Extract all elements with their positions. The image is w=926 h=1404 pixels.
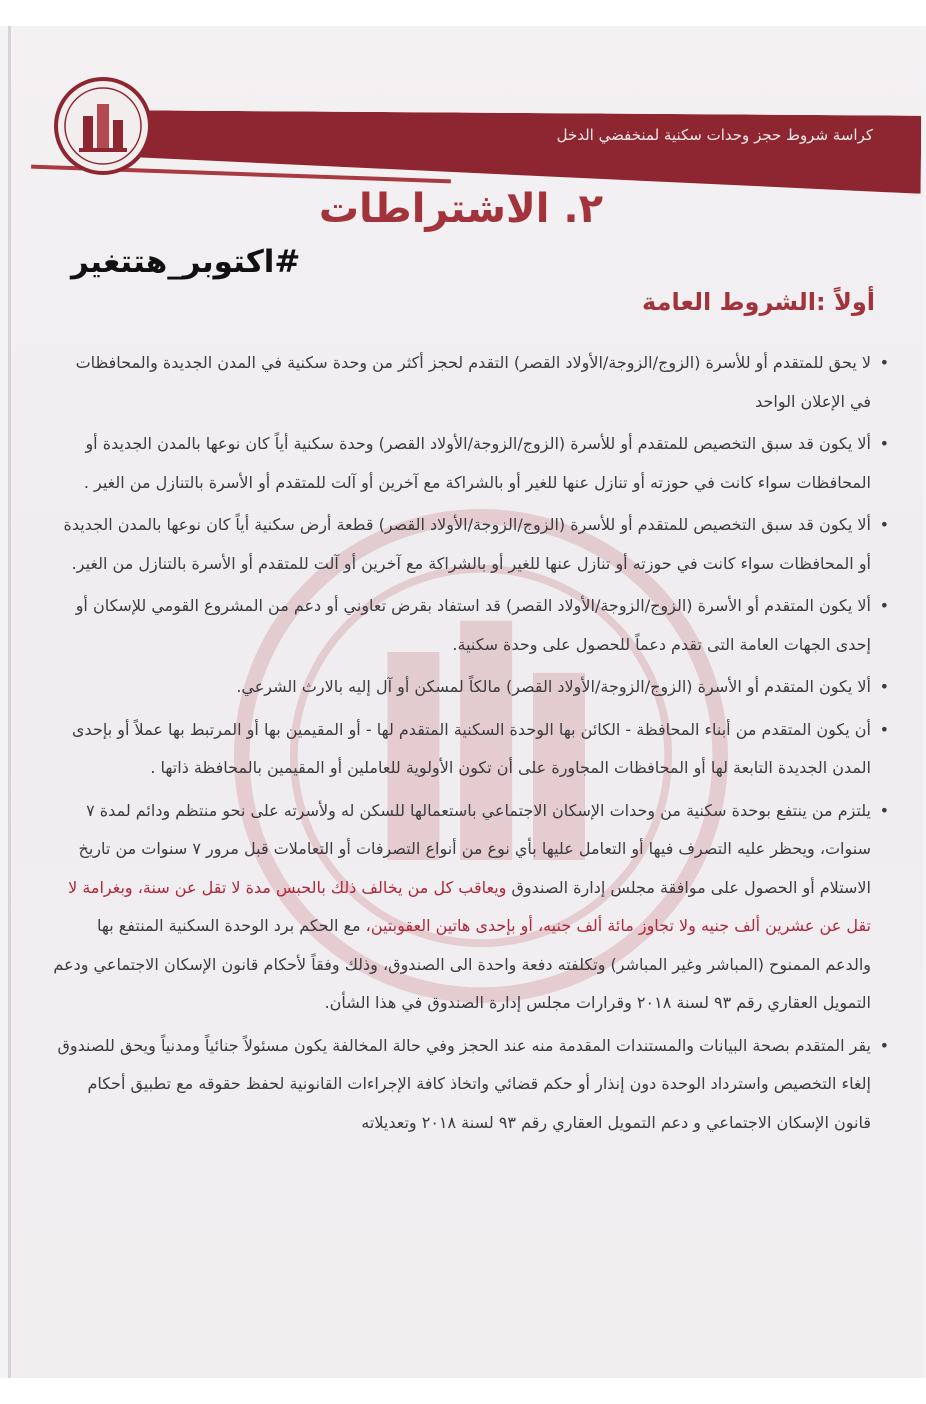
page-title: ٢. الاشتراطات <box>318 186 603 232</box>
header-band-text: كراسة شروط حجز وحدات سكنية لمنخفضي الدخل <box>556 126 873 144</box>
obligation-text-end: مع الحكم برد الوحدة السكنية المنتفع بها والدعم الممنوح (المباشر وغير المباشر) وتكلفته دفعة واحدة الى الصندوق، وذلك وفقاً لأحكام قانون الإسكان الاجتماعي ودعم التمويل العقاري رقم ٩٣ لسنة ٢٠١٨ وقرارات مجلس إدارة الصندوق في هذا الشأن. <box>53 916 871 1012</box>
condition-item: • ألا يكون المتقدم أو الأسرة (الزوج/الزوجة/الأولاد القصر) قد استفاد بقرض تعاوني أو دعم من المشروع القومي للإسكان أو إحدى الجهات العامة التى تقدم دعماً للحصول على وحدة سكنية. <box>51 587 891 664</box>
section-heading: أولاً :الشروط العامة <box>642 288 875 316</box>
conditions-body <box>51 344 891 1146</box>
condition-item: • أن يكون المتقدم من أبناء المحافظة - الكائن بها الوحدة السكنية المتقدم لها - أو المقيمين بها أو المرتبط بها عملاً أو بإحدى المدن الجديدة التابعة لها أو المحافظات المجاورة على أن تكون الأولوية للعاملين أو المقيمين بالمحافظة ذاتها . <box>51 711 891 788</box>
condition-item: • ألا يكون المتقدم أو الأسرة (الزوج/الزوجة/الأولاد القصر) مالكاً لمسكن أو آل إليه بالارث الشرعي. <box>51 668 891 707</box>
obligation-item <box>51 792 891 1023</box>
penalty-highlight: ويعاقب كل من يخالف ذلك بالحبس مدة لا تقل عن سنة، وبغرامة لا تقل عن عشرين ألف جنيه ولا تجاوز مائة ألف جنيه، أو بإحدى هاتين العقوبتين، <box>68 877 871 935</box>
fund-logo-icon <box>53 76 153 176</box>
hashtag-overlay: #اكتوبر_هتتغير <box>71 244 301 280</box>
condition-item-final: • يقر المتقدم بصحة البيانات والمستندات المقدمة منه عند الحجز وفي حالة المخالفة يكون مسئولاً جنائياً ومدنياً ويحق للصندوق إلغاء التخصيص واسترداد الوحدة دون إنذار أو حكم قضائي واتخاذ كافة الإجراءات القانونية لحفظ حقوقه مع تطبيق أحكام قانون الإسكان الاجتماعي و دعم التمويل العقاري رقم ٩٣ لسنة ٢٠١٨ وتعديلاته <box>51 1027 891 1143</box>
condition-item: • لا يحق للمتقدم أو للأسرة (الزوج/الزوجة/الأولاد القصر) التقدم لحجز أكثر من وحدة سكنية في المدن الجديدة والمحافظات في الإعلان الواحد <box>51 344 891 421</box>
conditions-list <box>51 344 891 1142</box>
condition-item: • ألا يكون قد سبق التخصيص للمتقدم أو للأسرة (الزوج/الزوجة/الأولاد القصر) وحدة سكنية أياً كان نوعها بالمدن الجديدة أو المحافظات سواء كانت في حوزته أو تنازل عنها للغير أو بالشراكة مع آخرين أو آلت للمتقدم أو الأسرة بالتنازل من الغير . <box>51 425 891 502</box>
top-border <box>0 0 926 26</box>
document-page <box>8 26 923 1378</box>
header-band <box>131 110 922 194</box>
condition-item: • ألا يكون قد سبق التخصيص للمتقدم أو للأسرة (الزوج/الزوجة/الأولاد القصر) قطعة أرض سكنية أياً كان نوعها بالمدن الجديدة أو المحافظات سواء كانت في حوزته أو تنازل عنها للغير أو بالشراكة مع آخرين أو آلت للمتقدم أو الأسرة بالتنازل من الغير. <box>51 506 891 583</box>
bottom-border <box>0 1378 926 1404</box>
obligation-text: يلتزم من ينتفع بوحدة سكنية من وحدات الإسكان الاجتماعي باستعمالها للسكن له ولأسرته على نحو منتظم ودائم لمدة ٧ سنوات، ويحظر عليه التصرف فيها أو التعامل عليها بأي نوع من أنواع التصرفات أو التعاملات قبل مرور ٧ سنوات من تاريخ الاستلام أو الحصول على موافقة مجلس إدارة الصندوق <box>78 800 871 897</box>
